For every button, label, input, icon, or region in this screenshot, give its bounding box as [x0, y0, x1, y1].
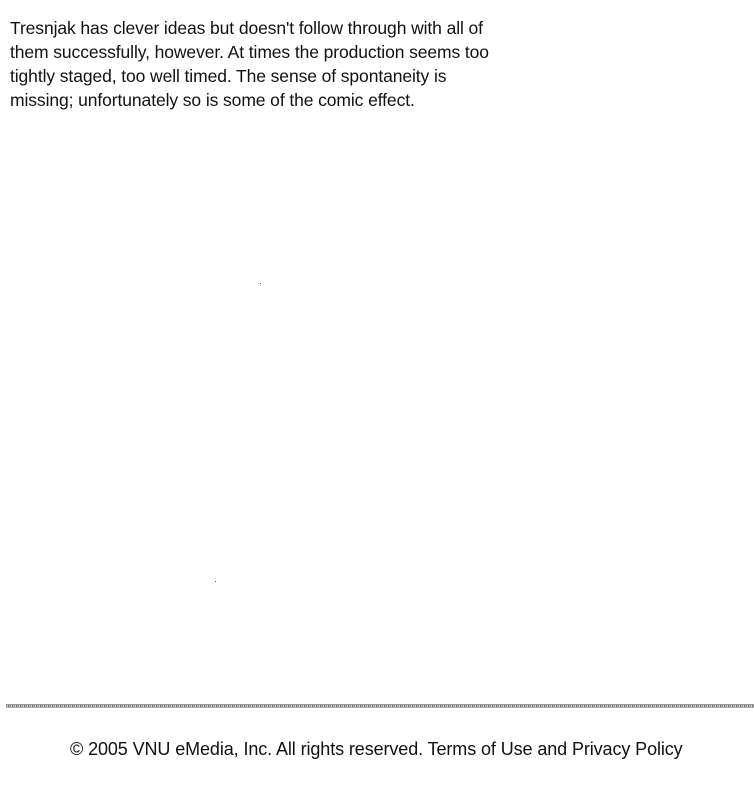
article-line-1: Tresnjak has clever ideas but doesn't follow through with all of	[10, 18, 483, 38]
scan-speck	[215, 581, 216, 582]
scan-speck	[260, 283, 261, 284]
article-line-3: tightly staged, too well timed. The sense of spontaneity is	[10, 66, 447, 86]
article-paragraph	[10, 16, 570, 112]
article-line-2: them successfully, however. At times the production seems too	[10, 42, 489, 62]
footer-divider	[6, 704, 754, 708]
copyright-footer: © 2005 VNU eMedia, Inc. All rights reserved. Terms of Use and Privacy Policy	[70, 739, 683, 759]
article-line-4: missing; unfortunately so is some of the comic effect.	[10, 90, 415, 110]
